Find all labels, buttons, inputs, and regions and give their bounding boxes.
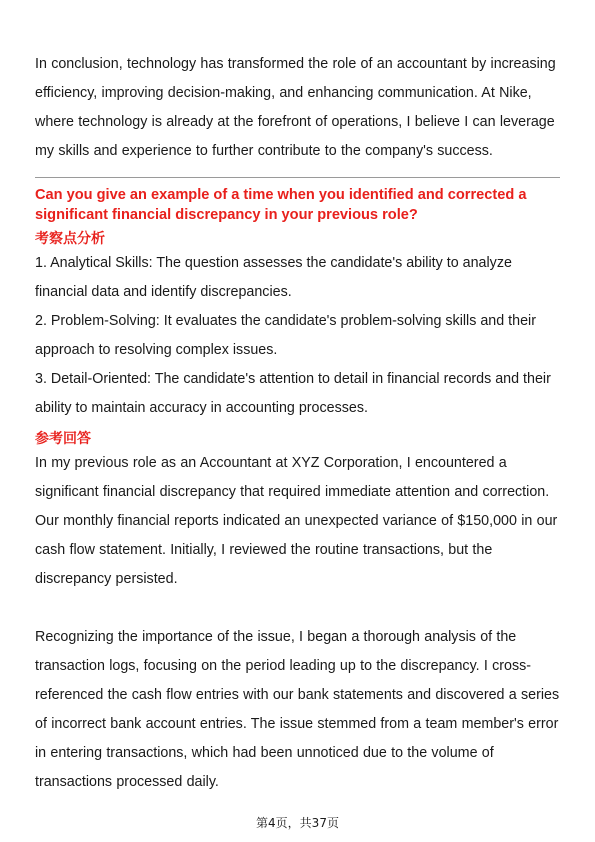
page-content [35, 50, 560, 797]
analysis-point: 3. Detail-Oriented: The candidate's attention to detail in financial records and their ability to maintain accuracy in accounting processes. [35, 371, 551, 416]
page-number-footer: 第4页，共37页 [256, 816, 339, 830]
paragraph-gap [35, 594, 560, 623]
section-divider [35, 177, 560, 178]
analysis-point: 1. Analytical Skills: The question assesses the candidate's ability to analyze financial data and identify discrepancies. [35, 255, 512, 300]
answer-body [35, 449, 560, 797]
analysis-point: 2. Problem-Solving: It evaluates the candidate's problem-solving skills and their approach to resolving complex issues. [35, 313, 536, 358]
conclusion-paragraph: In conclusion, technology has transformed the role of an accountant by increasing efficiency, improving decision-making, and enhancing communication. At Nike, where technology is already at the forefront of operations, I believe I can leverage my skills and experience to further contribute to the company's success. [35, 56, 556, 159]
analysis-heading: 考察点分析 [35, 231, 105, 247]
answer-heading: 参考回答 [35, 431, 91, 447]
interview-question: Can you give an example of a time when you identified and corrected a significant financial discrepancy in your previous role? [35, 187, 527, 223]
answer-paragraph: In my previous role as an Accountant at XYZ Corporation, I encountered a significant financial discrepancy that required immediate attention and correction. Our monthly financial reports indicated an unexpected variance of $150,000 in our cash flow statement. Initially, I reviewed the routine transactions, but the discrepancy persisted. [35, 455, 558, 587]
analysis-points [35, 249, 560, 423]
answer-paragraph: Recognizing the importance of the issue, I began a thorough analysis of the transaction logs, focusing on the period leading up to the discrepancy. I cross-referenced the cash flow entries with our bank statements and discovered a series of incorrect bank account entries. The issue stemmed from a team member's error in entering transactions, which had been unnoticed due to the volume of transactions processed daily. [35, 629, 560, 790]
